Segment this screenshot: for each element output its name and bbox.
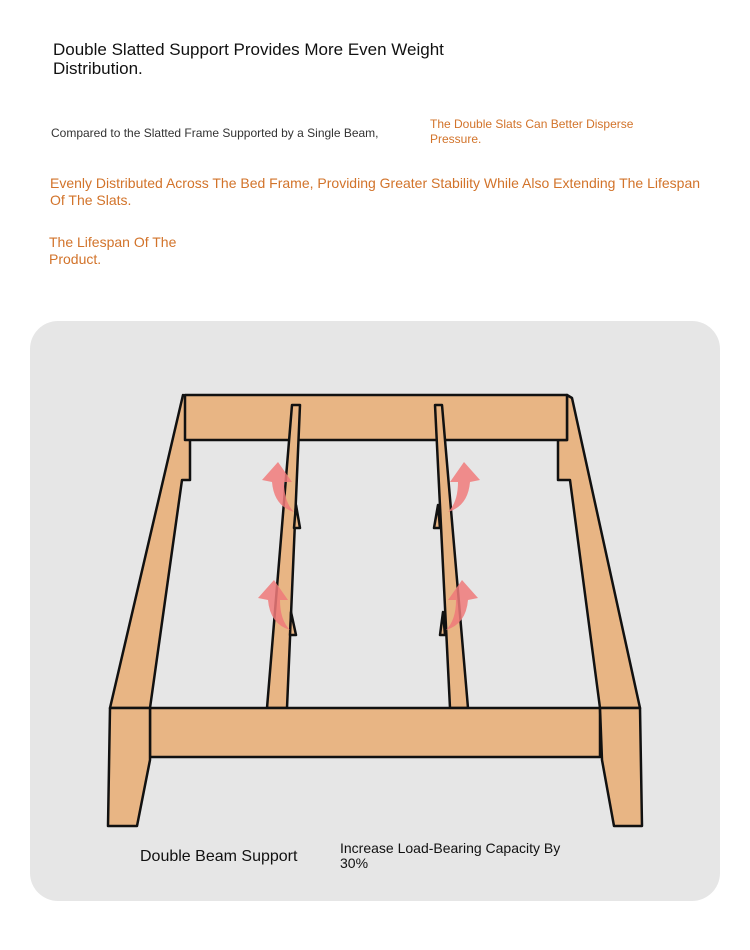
slat-block — [294, 505, 300, 528]
right-slat — [435, 405, 468, 708]
back-rail — [185, 395, 567, 440]
right-side-rail — [558, 395, 640, 708]
caption-load-bearing: Increase Load-Bearing Capacity By 30% — [340, 840, 561, 871]
left-side-rail — [110, 395, 190, 708]
left-leg — [108, 708, 150, 826]
left-slat — [267, 405, 300, 708]
lifespan-text: The Lifespan Of The Product. — [49, 234, 177, 267]
page-title: Double Slatted Support Provides More Even Weight Distribution. — [53, 40, 444, 78]
right-leg — [600, 708, 642, 826]
compare-text: Compared to the Slatted Frame Supported by a Single Beam, — [51, 126, 379, 140]
disperse-text: The Double Slats Can Better Disperse Pressure. — [430, 117, 634, 146]
front-rail — [150, 708, 600, 757]
arrow-up-icon — [448, 462, 480, 512]
caption-double-beam: Double Beam Support — [140, 848, 298, 865]
slat-block — [290, 612, 296, 635]
slat-block — [440, 612, 445, 635]
slat-block — [434, 505, 440, 528]
evenly-text: Evenly Distributed Across The Bed Frame, Providing Greater Stability While Also Extending The Lifespan Of The Slats. — [50, 175, 701, 208]
